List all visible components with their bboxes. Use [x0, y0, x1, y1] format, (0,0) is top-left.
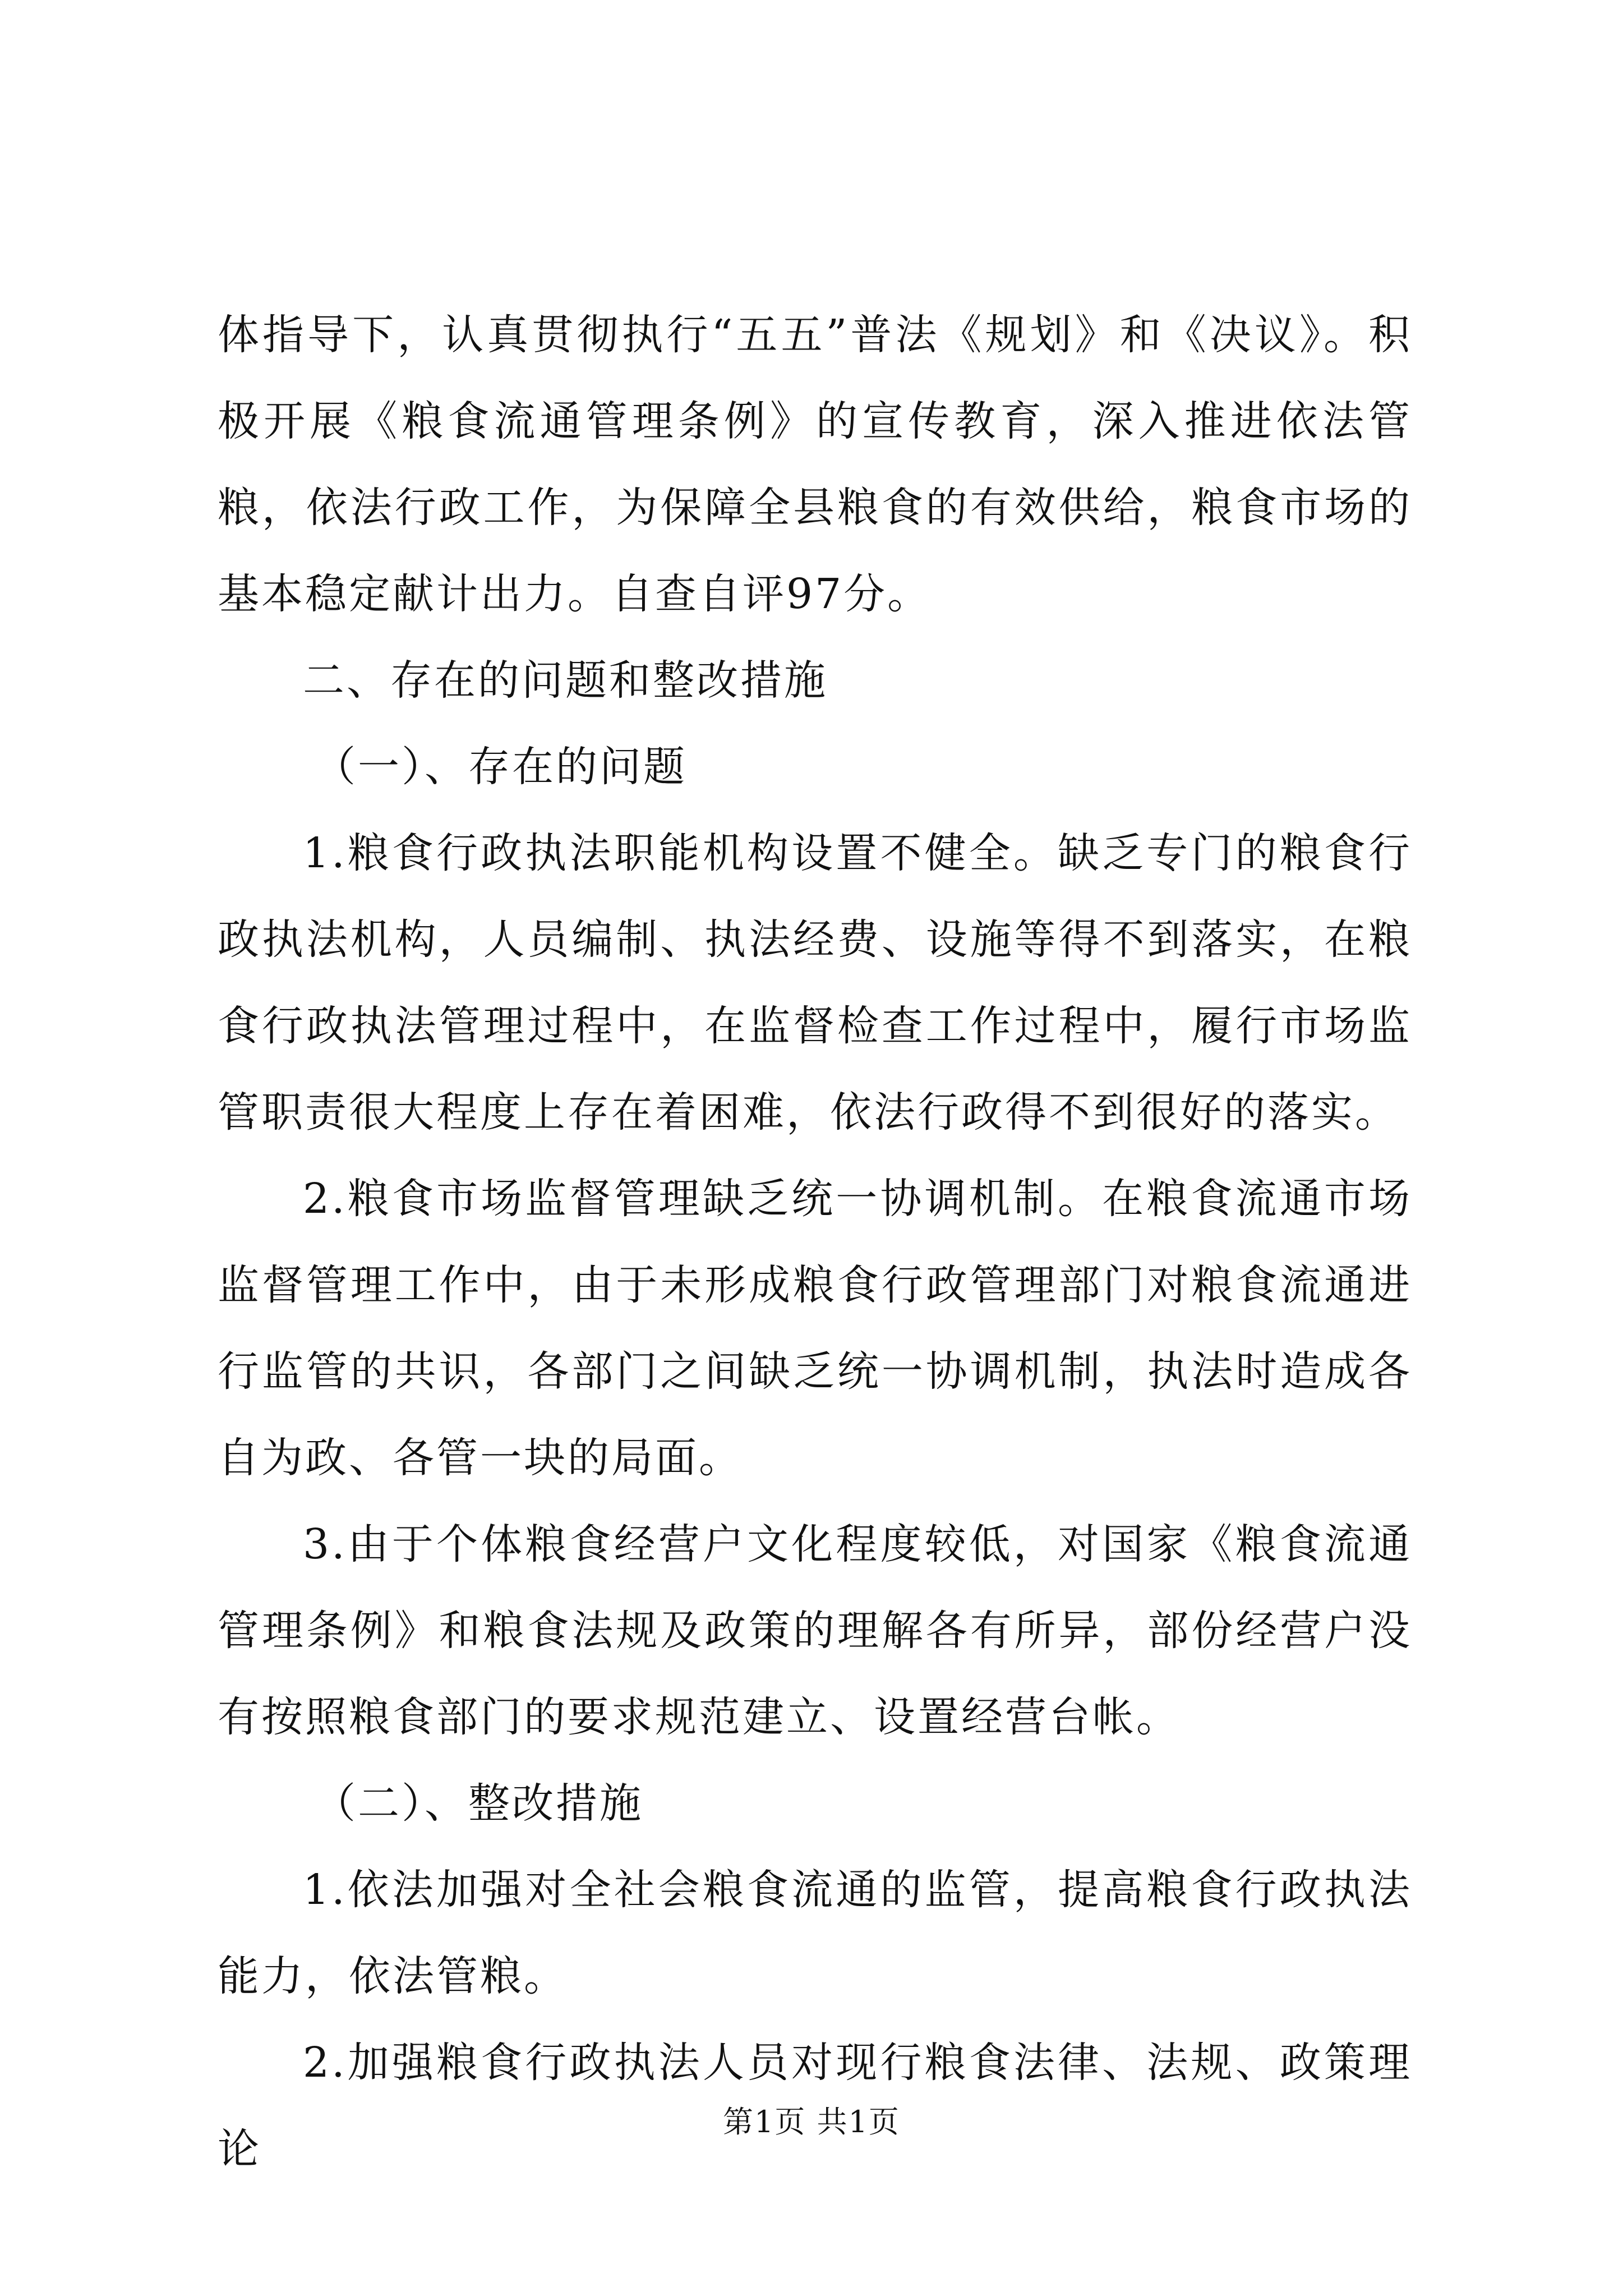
document-body: [218, 292, 1412, 2192]
paragraph-problem-1: 1.粮食行政执法职能机构设置不健全。缺乏专门的粮食行政执法机构，人员编制、执法经费、设施等得不到落实，在粮食行政执法管理过程中，在监督检查工作过程中，履行市场监管职责很大程度上存在着困难，依法行政得不到很好的落实。: [218, 829, 1412, 1137]
paragraph-measure-1: 1.依法加强对全社会粮食流通的监管，提高粮食行政执法能力，依法管粮。: [218, 1866, 1412, 2000]
paragraph-problem-2: 2.粮食市场监督管理缺乏统一协调机制。在粮食流通市场监督管理工作中，由于未形成粮食行政管理部门对粮食流通进行监管的共识，各部门之间缺乏统一协调机制，执法时造成各自为政、各管一块的局面。: [218, 1175, 1412, 1482]
paragraph-problem-3: 3.由于个体粮食经营户文化程度较低，对国家《粮食流通管理条例》和粮食法规及政策的理解各有所异，部份经营户没有按照粮食部门的要求规范建立、设置经营台帐。: [218, 1520, 1412, 1741]
section-heading: 二、存在的问题和整改措施: [303, 656, 828, 705]
paragraph-measure-2: 2.加强粮食行政执法人员对现行粮食法律、法规、政策理论: [218, 2039, 1412, 2173]
subsection-heading-measures: （二）、整改措施: [314, 1779, 643, 1828]
page-footer: [0, 2102, 1623, 2142]
paragraph-intro: 体指导下，认真贯彻执行“五五”普法《规划》和《决议》。积极开展《粮食流通管理条例》的宣传教育，深入推进依法管粮，依法行政工作，为保障全县粮食的有效供给，粮食市场的基本稳定献计出力。自查自评97分。: [218, 311, 1412, 618]
subsection-heading-problems: （一）、存在的问题: [314, 743, 687, 791]
page-number-label: 第1页 共1页: [723, 2104, 900, 2139]
